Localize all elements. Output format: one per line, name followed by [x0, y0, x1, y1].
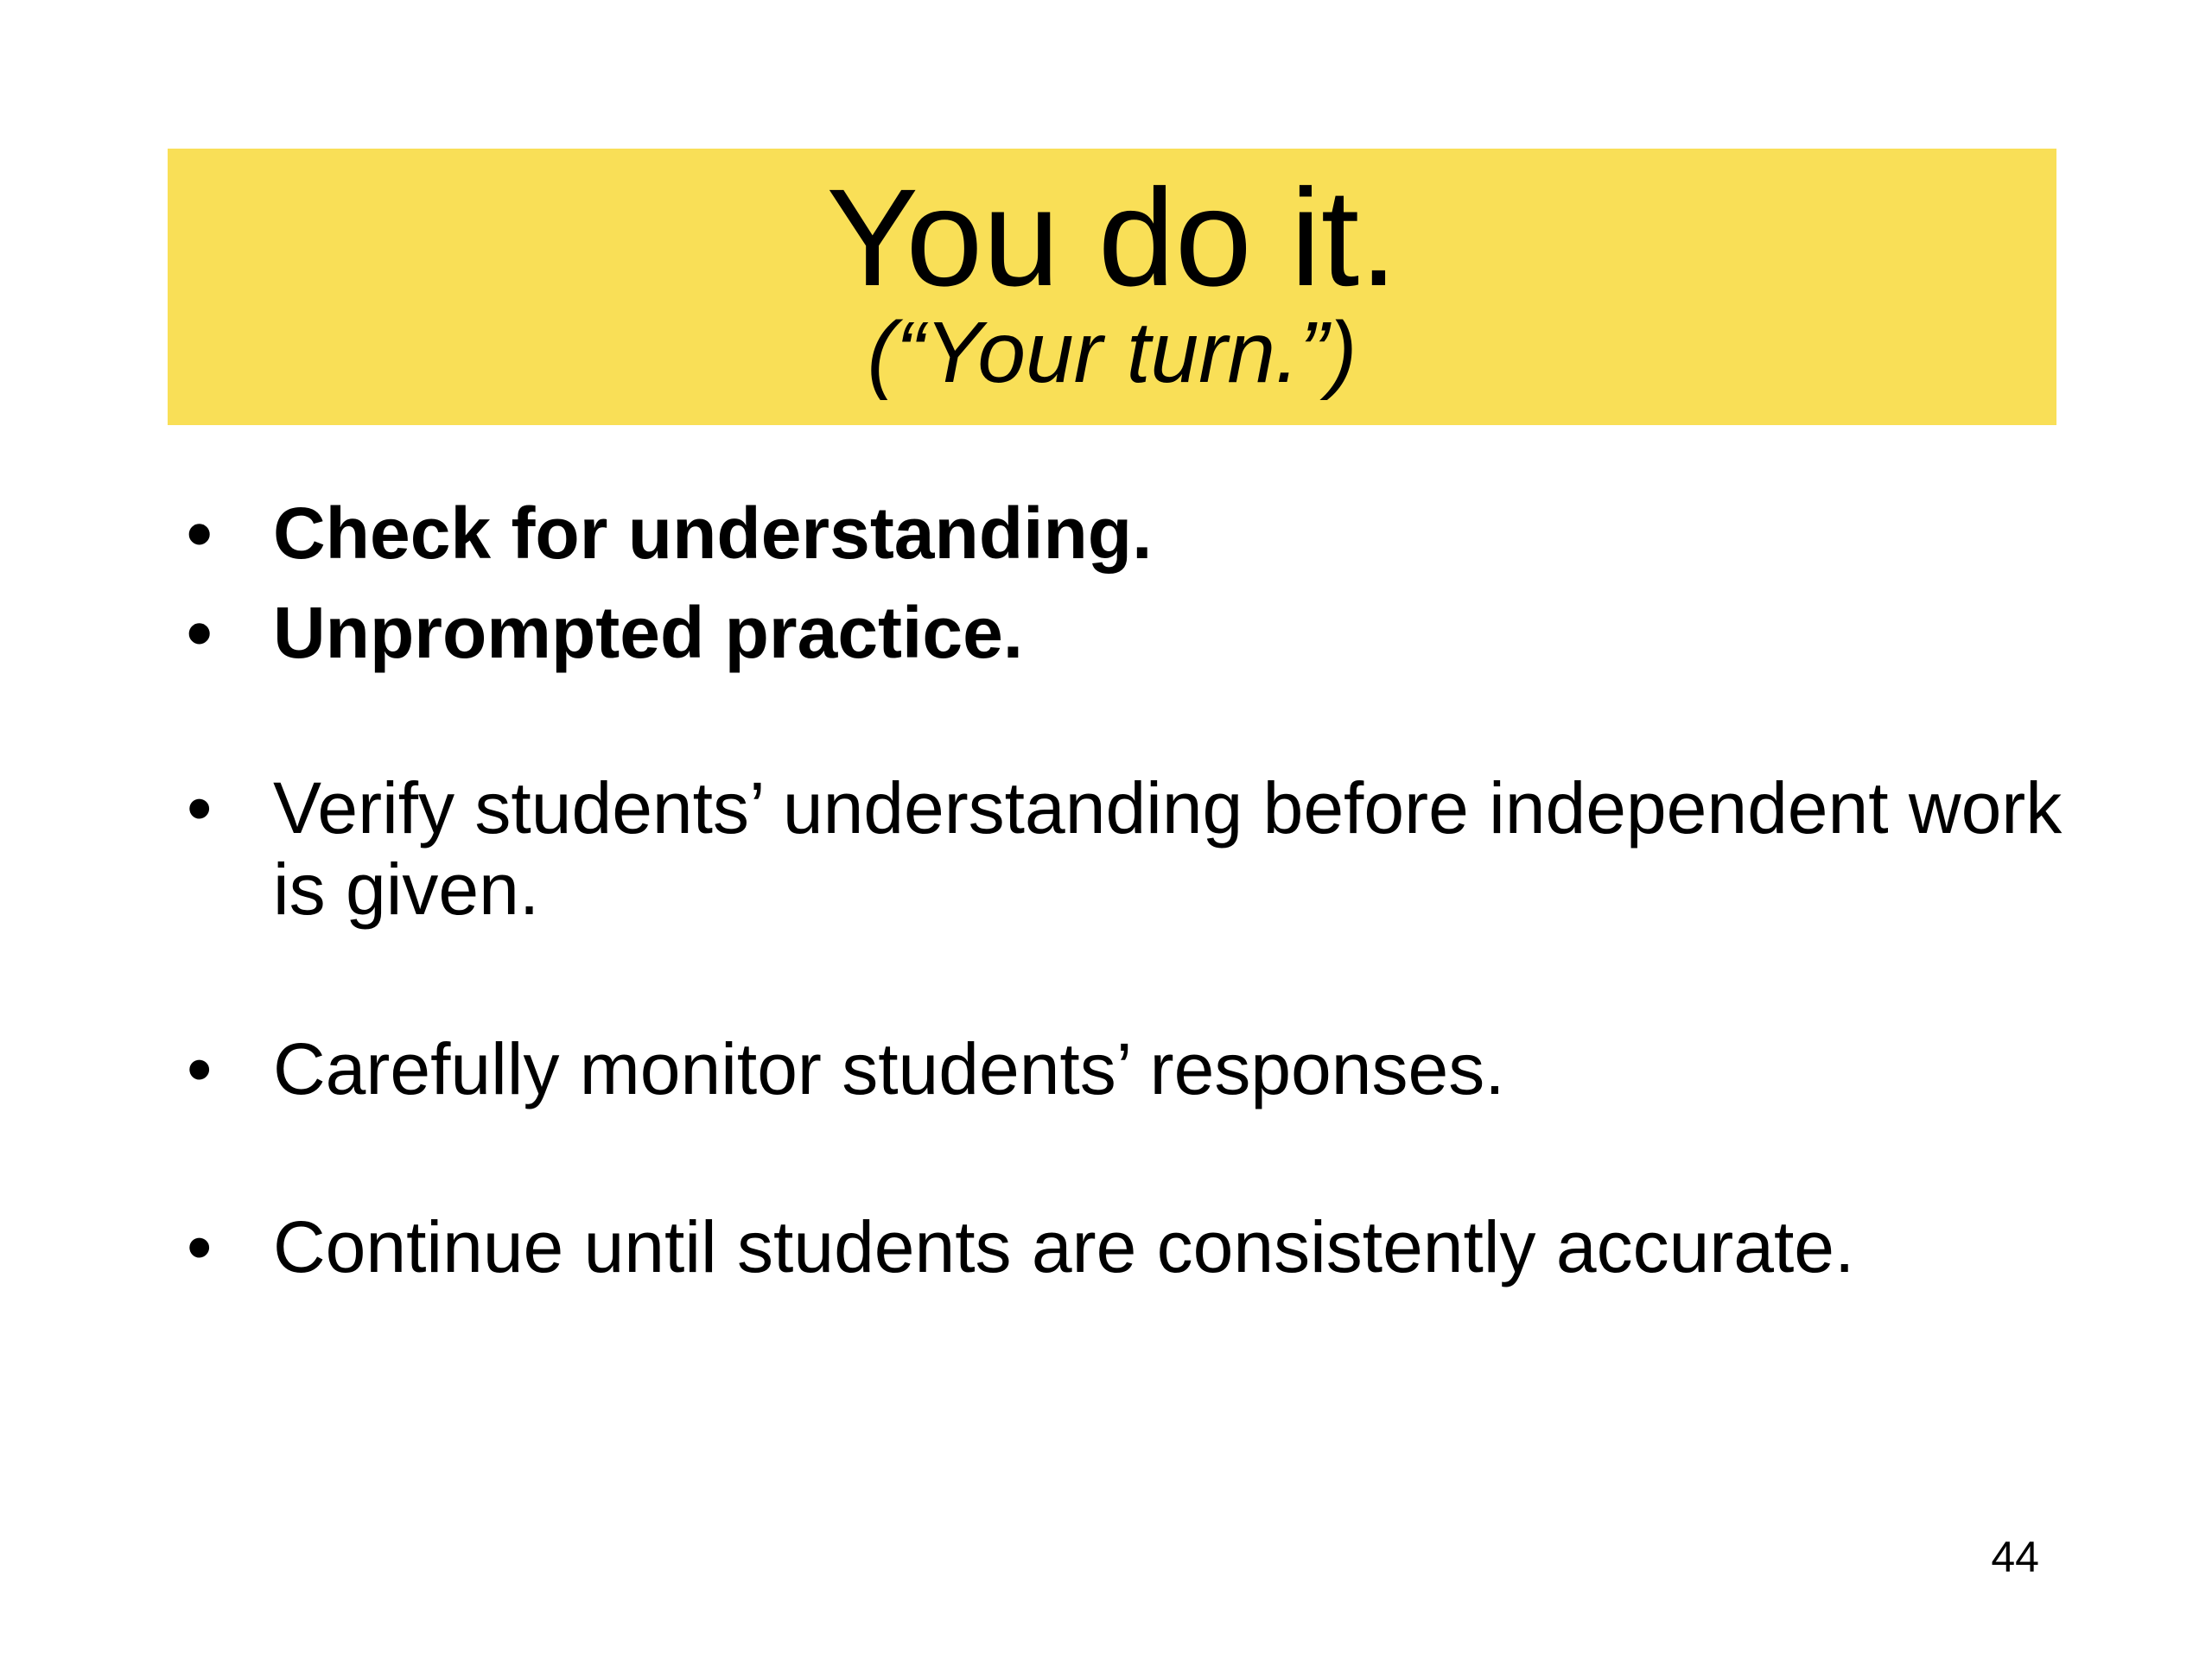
- title-band: [168, 149, 2056, 425]
- bullet-marker: •: [187, 493, 213, 574]
- slide-subtitle: (“Your turn.”): [867, 304, 1357, 401]
- bullet-marker: •: [187, 1206, 213, 1287]
- page-number: 44: [1991, 1533, 2039, 1581]
- bullet-text: Carefully monitor students’ responses.: [273, 1028, 1505, 1109]
- bullet-text: Check for understanding.: [273, 493, 1153, 574]
- bullet-text: Unprompted practice.: [273, 592, 1024, 673]
- bullet-marker: •: [187, 767, 213, 849]
- bullet-text: Verify students’ understanding before independent work is given.: [273, 767, 2063, 930]
- bullet-marker: •: [187, 1028, 213, 1109]
- bullet-text: Continue until students are consistently accurate.: [273, 1206, 1855, 1287]
- bullet-marker: •: [187, 592, 213, 673]
- slide-title: You do it.: [826, 160, 1398, 315]
